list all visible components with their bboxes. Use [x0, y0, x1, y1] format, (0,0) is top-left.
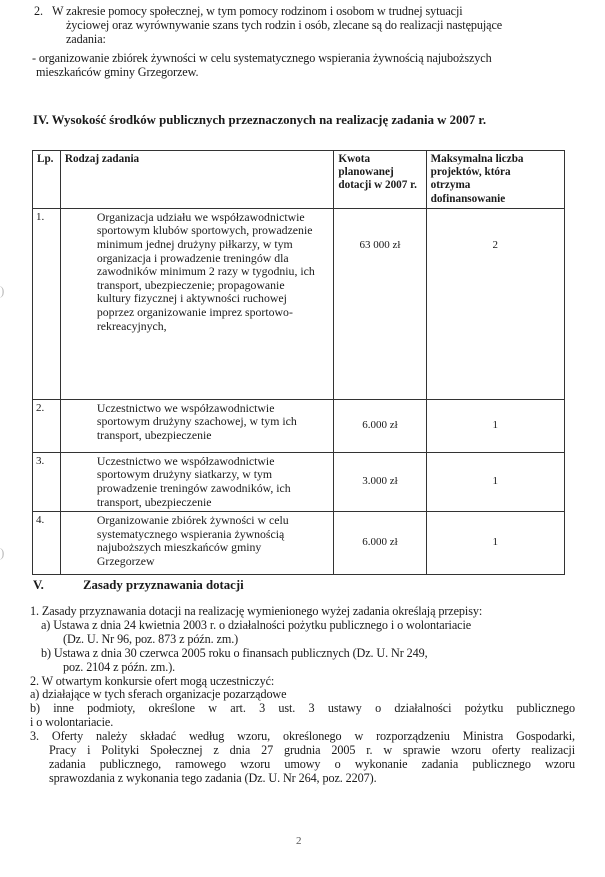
task-line: sportowym drużyny szachowej, w tym ich	[96, 414, 297, 429]
task-line: systematycznego wspierania żywnością	[96, 526, 285, 541]
task-line: transport, ubezpieczenie	[96, 428, 212, 442]
header-line: dotacji w 2007 r.	[338, 179, 417, 192]
cell-amount: 3.000 zł	[334, 452, 426, 511]
paragraph-2b: b) inne podmioty, określone w art. 3 ust. 3 ustawy o działalności pożytku publicznego	[30, 701, 575, 716]
section-4-heading: IV. Wysokość środków publicznych przeznaczonych na realizację zadania w 2007 r.	[33, 113, 487, 127]
text-line: W zakresie pomocy społecznej, w tym pomocy rodzinom i osobom w trudnej sytuacji	[52, 4, 463, 18]
cell-max-projects: 2	[426, 208, 564, 399]
cell-lp: 4.	[33, 512, 61, 575]
list-item-number: 2.	[34, 4, 43, 18]
task-line: Grzegorzew	[96, 553, 155, 568]
task-line: zawodników minimum 2 razy w tygodniu, ich	[96, 264, 315, 279]
list-item-text	[52, 4, 572, 46]
text-line: mieszkańców gminy Grzegorzew.	[36, 65, 199, 79]
task-line: sportowym drużyny siatkarzy, w tym	[96, 467, 273, 482]
task-line: rekreacyjnych,	[96, 318, 167, 333]
cell-task	[60, 399, 334, 452]
scan-mark: )	[0, 283, 5, 298]
header-line: projektów, która	[430, 166, 511, 179]
cell-amount: 6.000 zł	[334, 399, 426, 452]
text-line: zadania:	[66, 32, 106, 46]
header-max-projects	[426, 151, 564, 209]
paragraph-3: 3. Oferty należy składać według wzoru, określonego w rozporządzeniu Ministra Gospodarki,	[30, 729, 575, 744]
header-task-type: Rodzaj zadania	[60, 151, 334, 209]
table-row	[33, 512, 565, 575]
dash-item	[32, 51, 577, 79]
task-line: minimum jednej drużyny piłkarzy, w tym	[96, 237, 293, 251]
task-line: Organizacja udziału we współzawodnictwie	[96, 209, 305, 224]
paragraph-2b-cont: i o wolontariacie.	[30, 715, 114, 730]
task-line: najuboższych mieszkańców gminy	[96, 540, 262, 555]
cell-max-projects: 1	[426, 399, 564, 452]
paragraph-3-cont: zadania publicznego, ramowego wzoru umowy o wykonanie zadania publicznego wzoru	[49, 756, 575, 771]
cell-amount: 6.000 zł	[334, 512, 426, 575]
task-line: Uczestnictwo we współzawodnictwie	[96, 453, 275, 468]
task-line: Organizowanie zbiórek żywności w celu	[96, 513, 289, 528]
task-line: prowadzenie treningów zawodników, ich	[96, 481, 291, 495]
table-header-row	[33, 151, 565, 209]
header-line: planowanej	[338, 166, 394, 179]
section-title: Zasady przyznawania dotacji	[83, 578, 244, 592]
paragraph-2a: a) działające w tych sferach organizacje pozarządowe	[30, 687, 287, 702]
cell-task	[60, 512, 334, 575]
table-row	[33, 208, 565, 399]
header-line: Maksymalna liczba	[430, 153, 524, 165]
paragraph-3-cont: sprawozdania z wykonania tego zadania (Dz. U. Nr 264, poz. 2207).	[49, 770, 377, 785]
cell-lp: 2.	[33, 399, 61, 452]
header-lp: Lp.	[33, 151, 61, 209]
section-5-body	[30, 605, 575, 786]
task-line: Uczestnictwo we współzawodnictwie	[96, 400, 275, 415]
table-row	[33, 452, 565, 511]
task-line: kultury fizycznej i aktywności ruchowej	[96, 291, 287, 306]
text-line: - organizowanie zbiórek żywności w celu systematycznego wspierania żywnością najuboższych	[32, 51, 492, 65]
cell-task	[60, 452, 334, 511]
paragraph-1b: b) Ustawa z dnia 30 czerwca 2005 roku o finansach publicznych (Dz. U. Nr 249,	[41, 645, 428, 660]
scan-mark: )	[0, 545, 5, 560]
cell-max-projects: 1	[426, 452, 564, 511]
paragraph-1a-cont: (Dz. U. Nr 96, poz. 873 z późn. zm.)	[63, 631, 239, 646]
task-line: organizacja i prowadzenie treningów dla	[96, 250, 289, 265]
paragraph-3-cont: Pracy i Polityki Społecznej z dnia 27 grudnia 2005 r. w sprawie wzoru oferty realizacji	[49, 743, 575, 758]
task-line: transport, ubezpieczenie; propagowanie	[96, 277, 285, 292]
cell-amount: 63 000 zł	[334, 208, 426, 399]
section-number: V.	[33, 578, 44, 592]
task-line: poprzez organizowanie imprez sportowo-	[96, 304, 293, 319]
text-line: życiowej oraz wyrównywanie szans tych rodzin i osób, zlecane są do realizacji następujące	[66, 18, 503, 32]
page-number: 2	[296, 835, 302, 847]
funding-table	[32, 150, 565, 575]
header-line: dofinansowanie	[430, 192, 506, 205]
task-line: transport, ubezpieczenie	[96, 494, 212, 509]
cell-lp: 1.	[33, 208, 61, 399]
paragraph-1: 1. Zasady przyznawania dotacji na realizację wymienionego wyżej zadania określają przepisy:	[30, 604, 483, 618]
task-line: sportowym klubów sportowych, prowadzenie	[96, 223, 313, 238]
cell-max-projects: 1	[426, 512, 564, 575]
table-row	[33, 399, 565, 452]
header-line: Kwota	[338, 153, 371, 165]
paragraph-1a: a) Ustawa z dnia 24 kwietnia 2003 r. o działalności pożytku publicznego i o wolontariacie	[41, 617, 472, 632]
paragraph-2: 2. W otwartym konkursie ofert mogą uczestniczyć:	[30, 673, 275, 688]
header-line: otrzyma	[430, 179, 471, 192]
header-amount	[334, 151, 426, 209]
section-5-heading	[33, 578, 244, 593]
cell-task	[60, 208, 334, 399]
cell-lp: 3.	[33, 452, 61, 511]
paragraph-1b-cont: poz. 2104 z późn. zm.).	[63, 659, 176, 674]
